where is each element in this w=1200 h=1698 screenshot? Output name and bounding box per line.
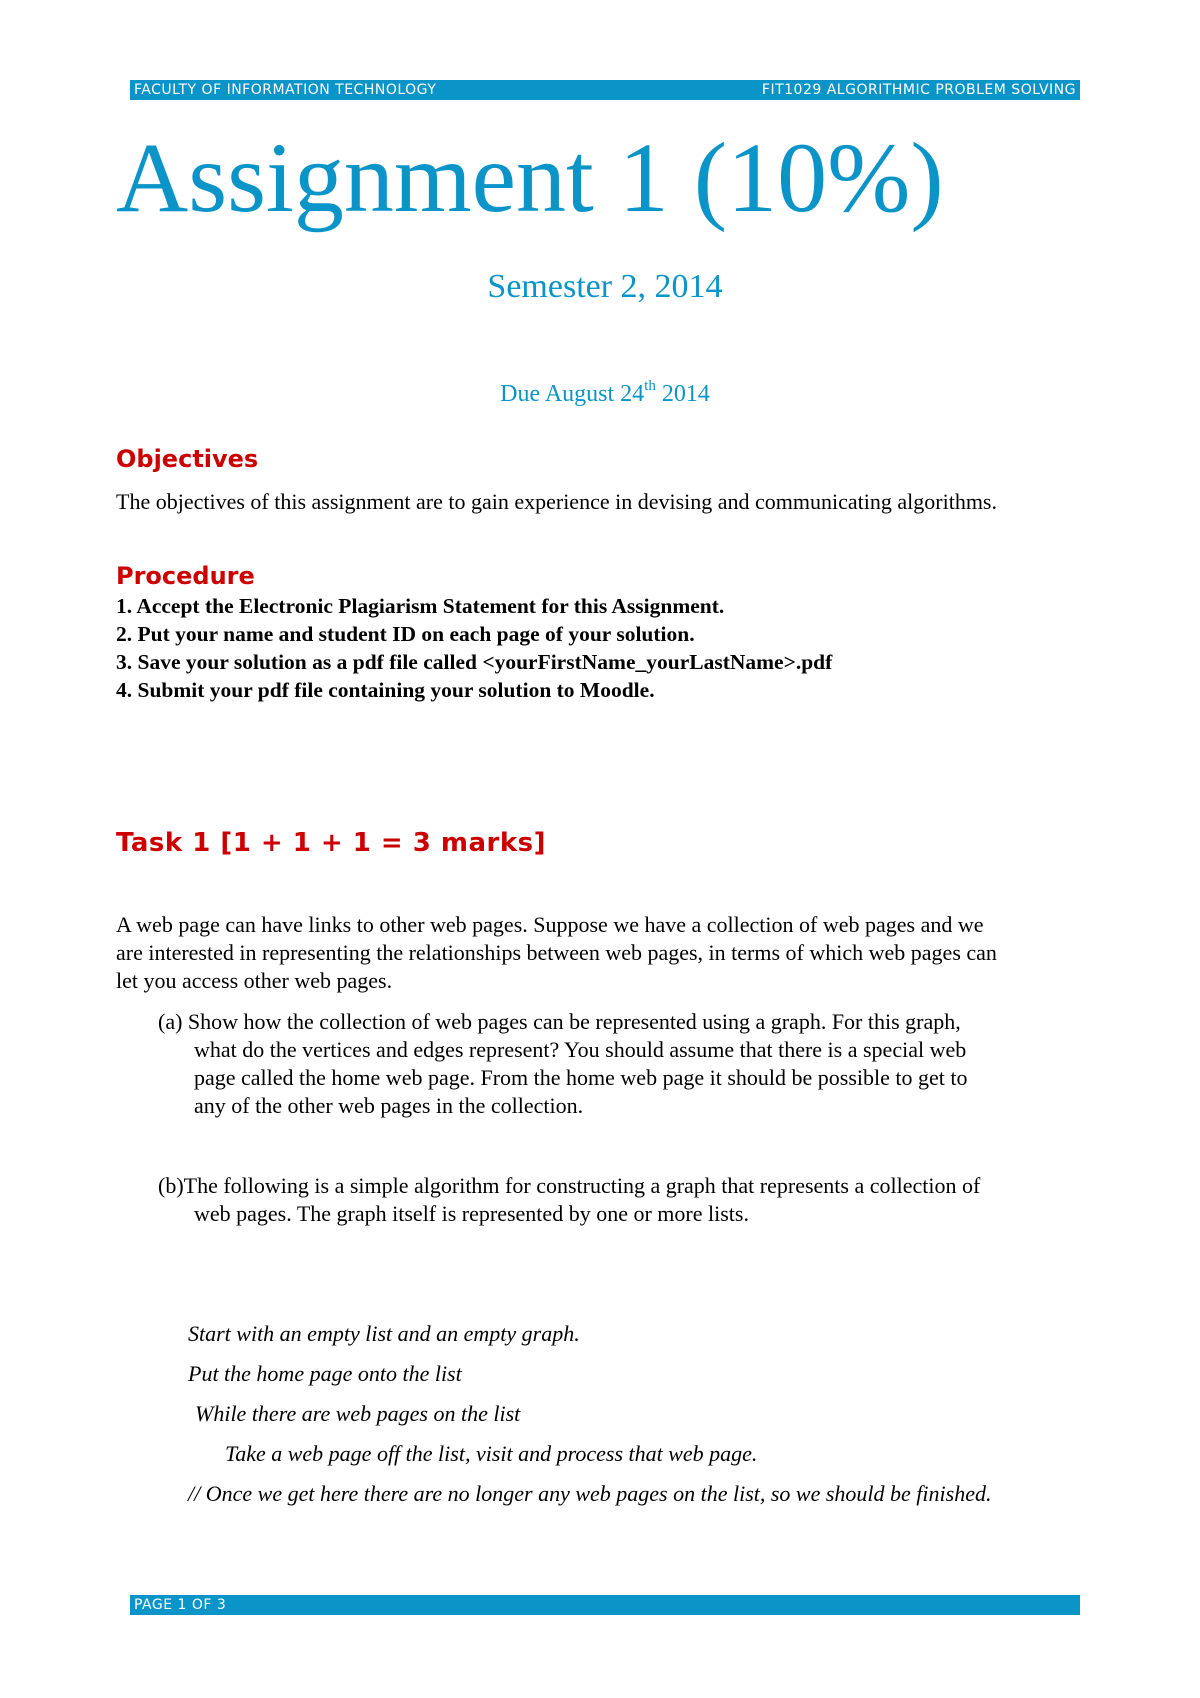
part-b-line: (b)The following is a simple algorithm for constructing a graph that represents a collection of [158, 1173, 981, 1198]
task1-heading: Task 1 [1 + 1 + 1 = 3 marks] [116, 828, 546, 858]
part-a-line: (a) Show how the collection of web pages can be represented using a graph. For this graph, [158, 1009, 961, 1034]
due-date-year: 2014 [655, 381, 710, 407]
task1-intro [116, 911, 1096, 995]
part-a-line: page called the home web page. From the home web page it should be possible to get to [194, 1065, 968, 1090]
procedure-heading: Procedure [116, 562, 255, 590]
part-a-line: what do the vertices and edges represent? You should assume that there is a special web [194, 1037, 967, 1062]
procedure-step: 1. Accept the Electronic Plagiarism Statement for this Assignment. [116, 594, 725, 618]
objectives-text: The objectives of this assignment are to gain experience in devising and communicating algorithms. [116, 489, 997, 514]
algorithm-line: Put the home page onto the list [188, 1361, 462, 1386]
part-b-line: web pages. The graph itself is represented by one or more lists. [194, 1201, 749, 1226]
task1-part-a [158, 1008, 967, 1120]
task1-intro-line: A web page can have links to other web pages. Suppose we have a collection of web pages and we [116, 912, 984, 937]
part-a-line: any of the other web pages in the collection. [194, 1093, 584, 1118]
procedure-list [116, 592, 832, 704]
document-title: Assignment 1 (10%) [116, 122, 944, 233]
due-date-prefix: Due August 24 [500, 381, 645, 407]
header-unit: FIT1029 ALGORITHMIC PROBLEM SOLVING [761, 82, 1076, 98]
algorithm-line: While there are web pages on the list [195, 1401, 521, 1426]
page-number: PAGE 1 OF 3 [134, 1597, 227, 1613]
task1-intro-line: are interested in representing the relationships between web pages, in terms of which web pages can [116, 940, 997, 965]
procedure-step: 4. Submit your pdf file containing your solution to Moodle. [116, 678, 655, 702]
task1-intro-line: let you access other web pages. [116, 968, 393, 993]
header-faculty: FACULTY OF INFORMATION TECHNOLOGY [134, 82, 437, 98]
due-date-ordinal: th [644, 378, 656, 394]
procedure-step: 2. Put your name and student ID on each page of your solution. [116, 622, 695, 646]
semester-subtitle: Semester 2, 2014 [487, 268, 723, 305]
page-header-bar [130, 80, 1080, 100]
page-footer-bar [130, 1595, 1080, 1615]
objectives-heading: Objectives [116, 445, 259, 473]
algorithm-line: Start with an empty list and an empty graph. [188, 1321, 580, 1346]
task1-part-b [158, 1172, 980, 1228]
algorithm-line: Take a web page off the list, visit and process that web page. [225, 1441, 758, 1466]
algorithm-comment: // Once we get here there are no longer any web pages on the list, so we should be finished. [188, 1481, 992, 1506]
procedure-step: 3. Save your solution as a pdf file called <yourFirstName_yourLastName>.pdf [116, 650, 833, 674]
due-date [0, 368, 1200, 414]
